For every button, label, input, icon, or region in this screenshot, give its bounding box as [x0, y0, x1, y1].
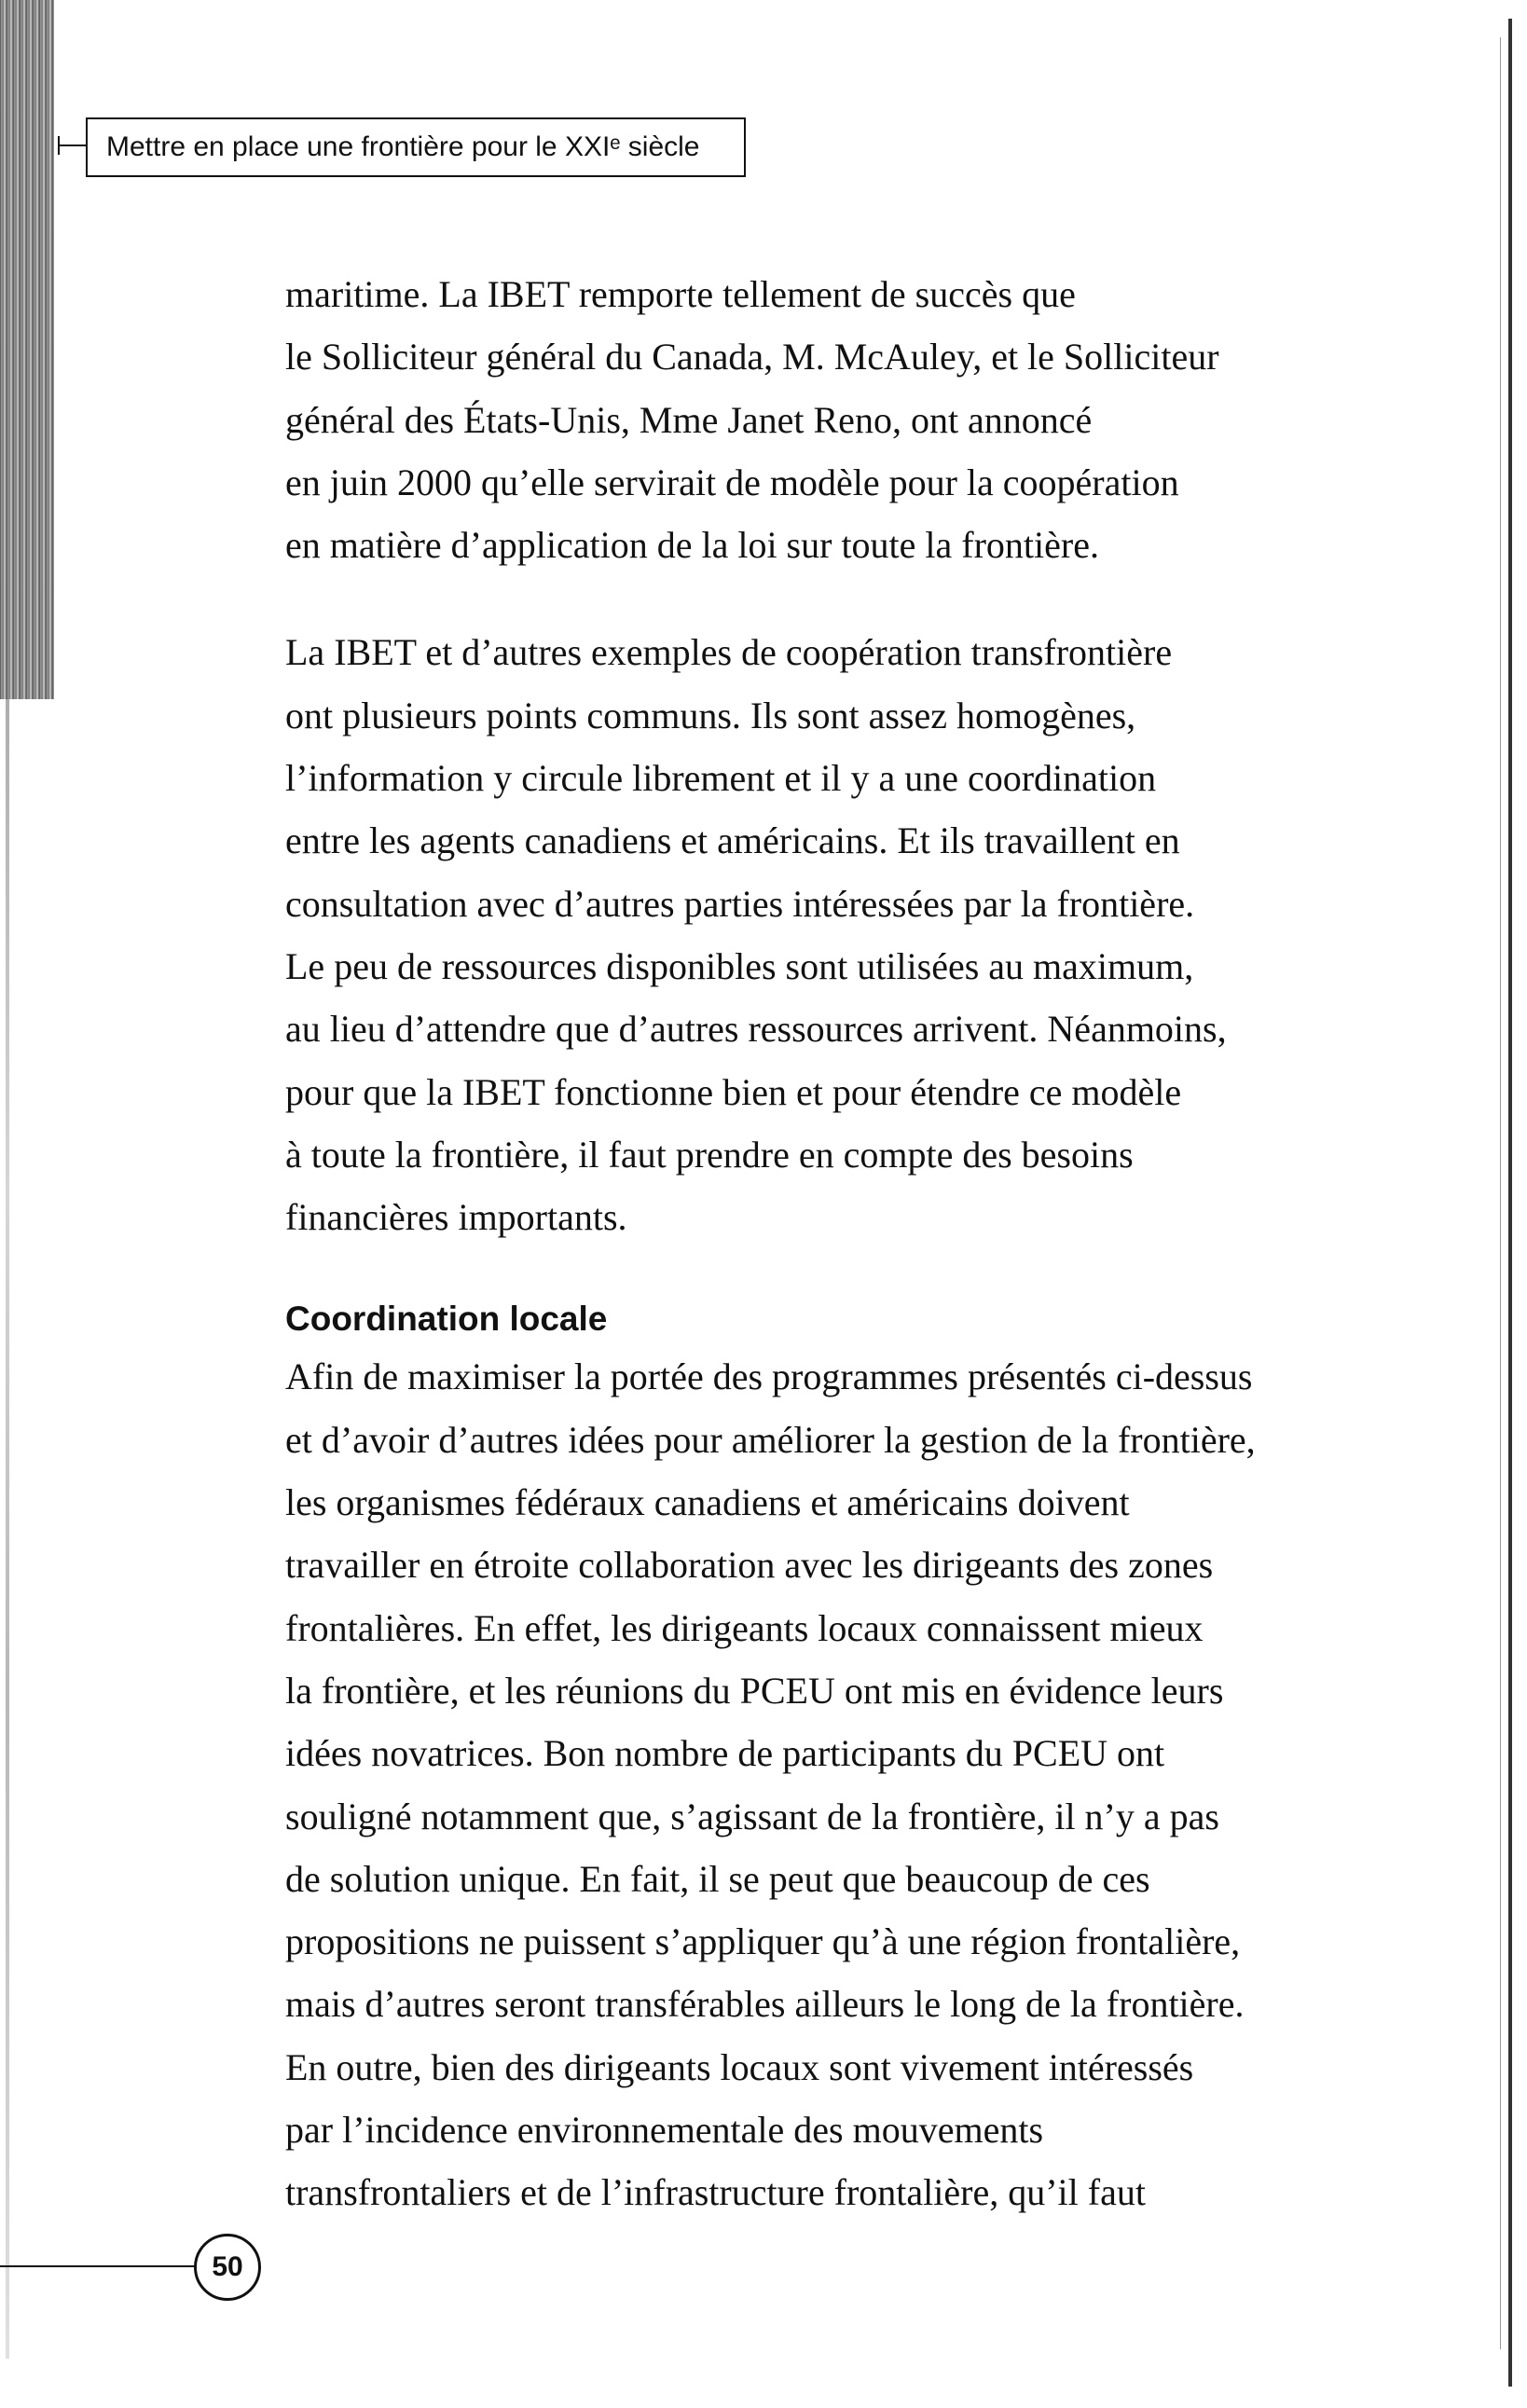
footer-rule [0, 2265, 196, 2267]
text-line: de solution unique. En fait, il se peut que beaucoup de ces [285, 1857, 1150, 1900]
text-line: Le peu de ressources disponibles sont utilisées au maximum, [285, 944, 1194, 987]
page-border-right-inner [1500, 37, 1501, 2349]
text-line: La IBET et d’autres exemples de coopération transfrontière [285, 631, 1173, 674]
text-line: pour que la IBET fonctionne bien et pour étendre ce modèle [285, 1070, 1182, 1113]
text-line: consultation avec d’autres parties intéressées par la frontière. [285, 882, 1195, 925]
header-connector-line [58, 144, 86, 146]
text-line: au lieu d’attendre que d’autres ressources arrivent. Néanmoins, [285, 1008, 1227, 1051]
page-body [285, 263, 1376, 2224]
text-line: souligné notamment que, s’agissant de la frontière, il n’y a pas [285, 1795, 1219, 1837]
paragraph-2 [285, 621, 1376, 1248]
scan-edge-texture [0, 0, 54, 699]
text-line: la frontière, et les réunions du PCEU ont mis en évidence leurs [285, 1669, 1224, 1712]
text-line: financières importants. [285, 1196, 627, 1239]
text-line: Afin de maximiser la portée des programmes présentés ci-dessus [285, 1355, 1253, 1398]
text-line: idées novatrices. Bon nombre de participants du PCEU ont [285, 1732, 1165, 1775]
scan-edge-shadow [6, 699, 9, 2359]
text-line: général des États-Unis, Mme Janet Reno, ont annoncé [285, 398, 1093, 441]
running-header [86, 117, 746, 177]
text-line: propositions ne puissent s’appliquer qu’à une région frontalière, [285, 1920, 1241, 1963]
text-line: travailler en étroite collaboration avec les dirigeants des zones [285, 1544, 1214, 1587]
paragraph-spacer [285, 1248, 1376, 1293]
page-number: 50 [212, 2251, 243, 2282]
text-line: l’information y circule librement et il y a une coordination [285, 757, 1157, 800]
paragraph-1 [285, 263, 1376, 576]
text-line: par l’incidence environnementale des mouvements [285, 2109, 1044, 2152]
text-line: en matière d’application de la loi sur toute la frontière. [285, 524, 1099, 567]
text-line: à toute la frontière, il faut prendre en compte des besoins [285, 1133, 1134, 1176]
text-line: ont plusieurs points communs. Ils sont assez homogènes, [285, 694, 1136, 736]
running-header-title: Mettre en place une frontière pour le XXIᵉ siècle [106, 131, 700, 162]
text-line: et d’avoir d’autres idées pour améliorer la gestion de la frontière, [285, 1418, 1256, 1461]
page-border-right [1508, 19, 1512, 2387]
text-line: les organismes fédéraux canadiens et américains doivent [285, 1481, 1130, 1524]
text-line: mais d’autres seront transférables ailleurs le long de la frontière. [285, 1983, 1245, 2026]
page-number-badge [194, 2234, 261, 2301]
text-line: transfrontaliers et de l’infrastructure frontalière, qu’il faut [285, 2171, 1146, 2214]
header-connector-tick [58, 136, 60, 155]
text-line: maritime. La IBET remporte tellement de succès que [285, 273, 1076, 315]
text-line: entre les agents canadiens et américains. Et ils travaillent en [285, 819, 1180, 862]
paragraph-3 [285, 1345, 1376, 2223]
text-line: le Solliciteur général du Canada, M. McAuley, et le Solliciteur [285, 336, 1219, 378]
section-heading: Coordination locale [285, 1300, 608, 1339]
text-line: En outre, bien des dirigeants locaux sont vivement intéressés [285, 2045, 1194, 2088]
text-line: en juin 2000 qu’elle servirait de modèle pour la coopération [285, 461, 1179, 503]
text-line: frontalières. En effet, les dirigeants locaux connaissent mieux [285, 1606, 1204, 1649]
paragraph-spacer [285, 576, 1376, 621]
